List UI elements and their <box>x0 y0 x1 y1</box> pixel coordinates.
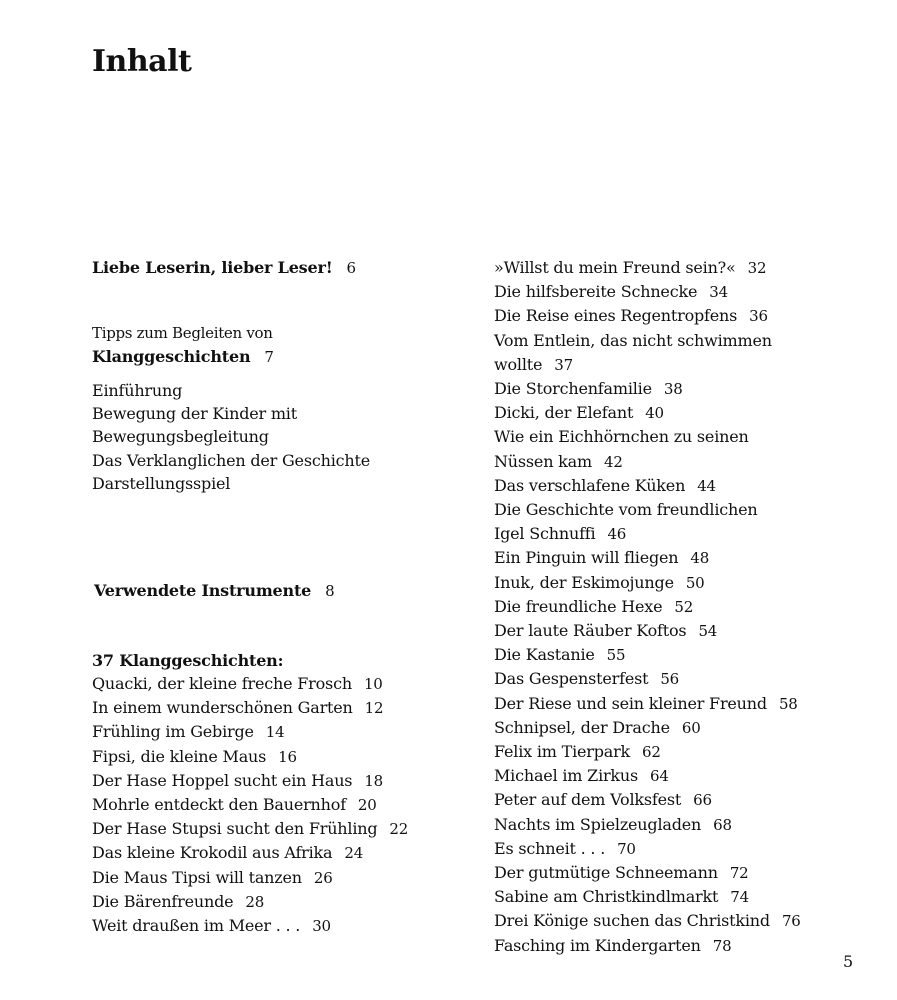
tips-subitem: Bewegung der Kinder mit <box>92 404 297 424</box>
toc-line <box>494 692 801 716</box>
toc-entry <box>92 769 408 793</box>
toc-entry-page: 22 <box>389 820 409 839</box>
toc-line <box>494 740 801 764</box>
toc-line <box>494 474 801 498</box>
toc-line-page: 40 <box>645 404 664 423</box>
toc-line <box>494 837 801 861</box>
toc-entry-label: Liebe Leserin, lieber Leser! <box>92 258 333 277</box>
stories-list-right <box>494 256 801 958</box>
toc-entry-title: Mohrle entdeckt den Bauernhof <box>92 795 346 815</box>
toc-line <box>494 764 801 788</box>
toc-line-page: 50 <box>685 573 705 592</box>
toc-line <box>494 450 801 474</box>
toc-line-page: 48 <box>690 549 710 568</box>
stories-list-left <box>92 672 408 938</box>
tips-subitem: Darstellungsspiel <box>92 473 231 493</box>
toc-line-page: 36 <box>749 307 768 326</box>
toc-line-text: Ein Pinguin will fliegen <box>494 548 679 568</box>
toc-line <box>494 377 801 401</box>
toc-entry <box>92 890 408 914</box>
page-title: Inhalt <box>92 44 192 79</box>
toc-line-text: Der Riese und sein kleiner Freund <box>494 693 767 713</box>
toc-entry-title: Das kleine Krokodil aus Afrika <box>92 843 333 863</box>
toc-line-text: Inuk, der Eskimojunge <box>494 572 674 592</box>
toc-line <box>494 304 801 328</box>
toc-line <box>494 522 801 546</box>
toc-entry-instruments <box>94 579 334 603</box>
toc-entry-page: 30 <box>312 917 331 936</box>
toc-entry-title: Quacki, der kleine freche Frosch <box>92 674 352 693</box>
toc-line-page: 76 <box>781 912 801 931</box>
toc-entry-label: Klanggeschichten <box>92 347 251 366</box>
toc-line-text: wollte <box>494 354 543 374</box>
toc-line-page: 64 <box>650 767 669 786</box>
toc-entry-title: Der Hase Stupsi sucht den Frühling <box>92 819 378 839</box>
toc-line-text: Dicki, der Elefant <box>494 403 634 423</box>
toc-line-text: Nachts im Spielzeugladen <box>494 814 702 834</box>
tips-subitem: Das Verklanglichen der Geschichte <box>92 450 370 470</box>
toc-entry-page: 6 <box>346 259 356 277</box>
toc-line-page: 44 <box>697 476 716 495</box>
toc-line <box>494 667 801 691</box>
toc-line <box>494 885 801 909</box>
toc-entry-page: 28 <box>245 892 265 911</box>
toc-line <box>494 861 801 885</box>
toc-entry-title: Frühling im Gebirge <box>92 722 254 742</box>
toc-line <box>494 643 801 667</box>
toc-line-page: 56 <box>660 670 680 689</box>
tips-intro: Tipps zum Begleiten von <box>92 324 273 342</box>
toc-line-page: 32 <box>747 259 767 277</box>
toc-line-text: Felix im Tierpark <box>494 742 631 762</box>
toc-entry <box>92 841 408 865</box>
toc-line <box>494 546 801 570</box>
toc-line-text: Vom Entlein, das nicht schwimmen <box>494 330 772 350</box>
stories-heading: 37 Klanggeschichten: <box>92 651 284 670</box>
toc-line-page: 34 <box>709 283 728 302</box>
toc-line <box>494 571 801 595</box>
toc-line-text: Es schneit . . . <box>494 838 606 858</box>
toc-line-text: Drei Könige suchen das Christkind <box>494 911 770 931</box>
toc-line-text: Die Geschichte vom freundlichen <box>494 500 758 520</box>
toc-line-page: 46 <box>607 525 627 544</box>
toc-entry-title: Der Hase Hoppel sucht ein Haus <box>92 770 353 790</box>
toc-entry-title: Die Bärenfreunde <box>92 891 234 911</box>
toc-line-text: Die freundliche Hexe <box>494 596 663 616</box>
toc-line-page: 74 <box>730 888 749 907</box>
toc-entry <box>92 672 408 696</box>
toc-entry-page: 26 <box>313 868 333 887</box>
toc-line <box>494 716 801 740</box>
toc-line-text: Igel Schnuffi <box>494 524 596 544</box>
toc-line-text: Fasching im Kindergarten <box>494 935 701 955</box>
toc-entry <box>92 817 408 841</box>
toc-entry-title: Fipsi, die kleine Maus <box>92 746 267 766</box>
toc-line <box>494 788 801 812</box>
toc-entry-page: 16 <box>278 747 297 766</box>
toc-line-page: 66 <box>693 791 712 810</box>
toc-entry-page: 12 <box>364 699 384 718</box>
toc-entry-greeting <box>92 256 356 280</box>
toc-line-page: 37 <box>554 355 573 374</box>
toc-entry <box>92 866 408 890</box>
toc-line-text: Das Gespensterfest <box>494 669 649 689</box>
toc-entry-tips <box>92 345 274 369</box>
toc-line <box>494 909 801 933</box>
toc-line-page: 60 <box>681 718 701 737</box>
toc-entry <box>92 720 408 744</box>
toc-line-text: Der gutmütige Schneemann <box>494 863 718 883</box>
toc-line <box>494 329 801 353</box>
toc-line-page: 70 <box>617 839 636 858</box>
toc-entry-page: 7 <box>264 348 274 366</box>
toc-line-page: 62 <box>642 743 661 762</box>
toc-line-text: Das verschlafene Küken <box>494 475 686 495</box>
toc-entry-page: 10 <box>363 675 383 693</box>
toc-line <box>494 256 801 280</box>
toc-line-text: Die Kastanie <box>494 645 595 665</box>
toc-entry <box>92 696 408 720</box>
toc-line-page: 58 <box>778 694 798 713</box>
toc-line-text: Peter auf dem Volksfest <box>494 790 682 810</box>
toc-entry <box>92 745 408 769</box>
toc-entry-page: 8 <box>325 582 335 600</box>
toc-line-text: »Willst du mein Freund sein?« <box>494 258 736 277</box>
toc-line <box>494 353 801 377</box>
toc-line-text: Die Reise eines Regentropfens <box>494 306 738 326</box>
toc-line-page: 78 <box>712 936 732 955</box>
toc-line <box>494 934 801 958</box>
toc-line <box>494 498 801 522</box>
toc-entry-label: Verwendete Instrumente <box>94 581 312 600</box>
toc-entry-page: 14 <box>265 723 285 742</box>
toc-line <box>494 401 801 425</box>
toc-line-text: Michael im Zirkus <box>494 766 639 786</box>
toc-line <box>494 595 801 619</box>
tips-subitem: Bewegungsbegleitung <box>92 427 269 447</box>
toc-line-page: 72 <box>729 864 749 883</box>
toc-entry-title: Weit draußen im Meer . . . <box>92 916 301 936</box>
tips-subitems <box>92 379 370 495</box>
toc-line-text: Nüssen kam <box>494 451 592 471</box>
tips-subitem: Einführung <box>92 381 183 400</box>
toc-line-page: 54 <box>698 622 718 641</box>
toc-entry-page: 20 <box>357 796 377 815</box>
toc-line-text: Die hilfsbereite Schnecke <box>494 282 698 302</box>
toc-line-text: Wie ein Eichhörnchen zu seinen <box>494 427 749 447</box>
toc-line-page: 52 <box>674 597 694 616</box>
toc-entry-title: Die Maus Tipsi will tanzen <box>92 867 302 887</box>
toc-line-page: 38 <box>663 380 683 399</box>
toc-line-page: 42 <box>604 452 623 471</box>
toc-entry <box>92 793 408 817</box>
toc-line <box>494 813 801 837</box>
page-number: 5 <box>843 952 854 971</box>
toc-entry-page: 24 <box>344 844 364 863</box>
toc-entry <box>92 914 408 938</box>
toc-line-text: Der laute Räuber Koftos <box>494 621 687 641</box>
toc-line-page: 68 <box>713 815 732 834</box>
toc-line-text: Die Storchenfamilie <box>494 379 652 399</box>
toc-line <box>494 619 801 643</box>
toc-line-text: Sabine am Christkindlmarkt <box>494 887 719 907</box>
toc-line-page: 55 <box>606 646 626 665</box>
toc-entry-title: In einem wunderschönen Garten <box>92 698 353 718</box>
toc-entry-page: 18 <box>364 771 384 790</box>
toc-line <box>494 280 801 304</box>
toc-line <box>494 425 801 449</box>
toc-line-text: Schnipsel, der Drache <box>494 717 670 737</box>
